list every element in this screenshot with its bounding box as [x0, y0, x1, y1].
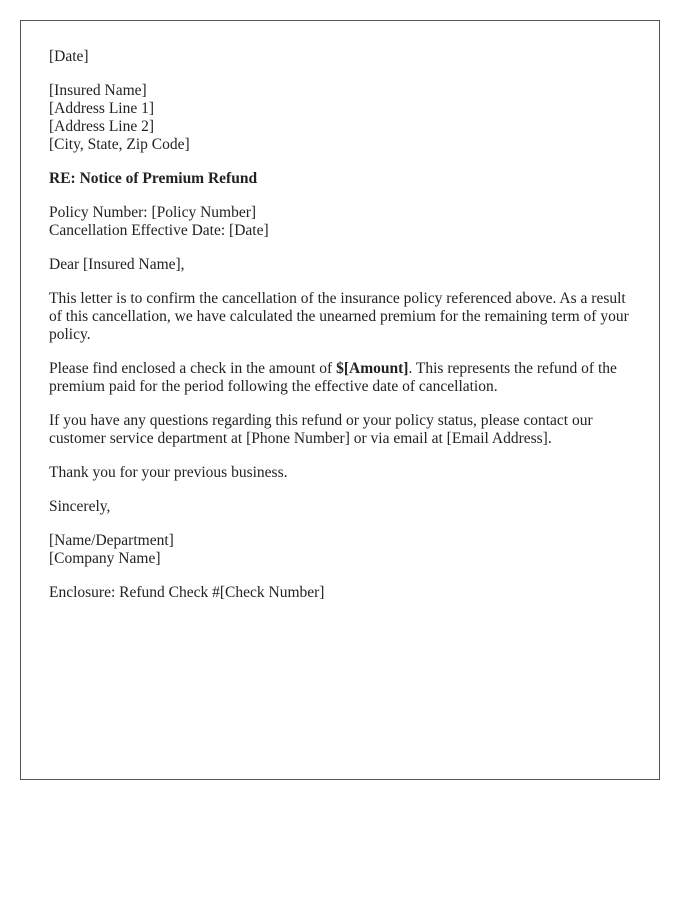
paragraph-contact: If you have any questions regarding this refund or your policy status, please contact our customer service department at [Phone Number] or via email at [Email Address].: [49, 412, 593, 447]
recipient-address: [49, 82, 631, 154]
recipient-address-line-1: [Address Line 1]: [49, 100, 155, 117]
closing-block: [49, 498, 631, 516]
letter-subject: RE: Notice of Premium Refund: [49, 170, 258, 187]
signature-name-department: [Name/Department]: [49, 532, 174, 549]
letter-page: [20, 20, 660, 780]
paragraph-cancellation: This letter is to confirm the cancellation of the insurance policy referenced above. As a result of this cancellation, we have calculated the unearned premium for the remaining term of your policy.: [49, 290, 629, 343]
salutation: Dear [Insured Name],: [49, 256, 185, 273]
enclosure-line: Enclosure: Refund Check #[Check Number]: [49, 584, 325, 601]
signature-company: [Company Name]: [49, 550, 161, 567]
recipient-city-state-zip: [City, State, Zip Code]: [49, 136, 190, 153]
letter-date: [Date]: [49, 48, 89, 65]
enclosure-block: [49, 584, 631, 602]
refund-text-after: . This represents the refund of the premium paid for the period following the effective date of cancellation.: [49, 360, 617, 395]
recipient-name: [Insured Name]: [49, 82, 147, 99]
policy-details: [49, 204, 631, 240]
subject-block: [49, 170, 631, 188]
salutation-block: [49, 256, 631, 274]
thanks-block: [49, 464, 631, 482]
policy-number: Policy Number: [Policy Number]: [49, 204, 257, 221]
cancellation-effective-date: Cancellation Effective Date: [Date]: [49, 222, 269, 239]
paragraph-refund-check: [49, 360, 631, 396]
closing: Sincerely,: [49, 498, 111, 515]
refund-text-before: Please find enclosed a check in the amount of: [49, 360, 337, 377]
date-block: [49, 48, 631, 66]
refund-amount: $[Amount]: [336, 360, 409, 377]
recipient-address-line-2: [Address Line 2]: [49, 118, 155, 135]
thanks-line: Thank you for your previous business.: [49, 464, 288, 481]
signature-block: [49, 532, 631, 568]
